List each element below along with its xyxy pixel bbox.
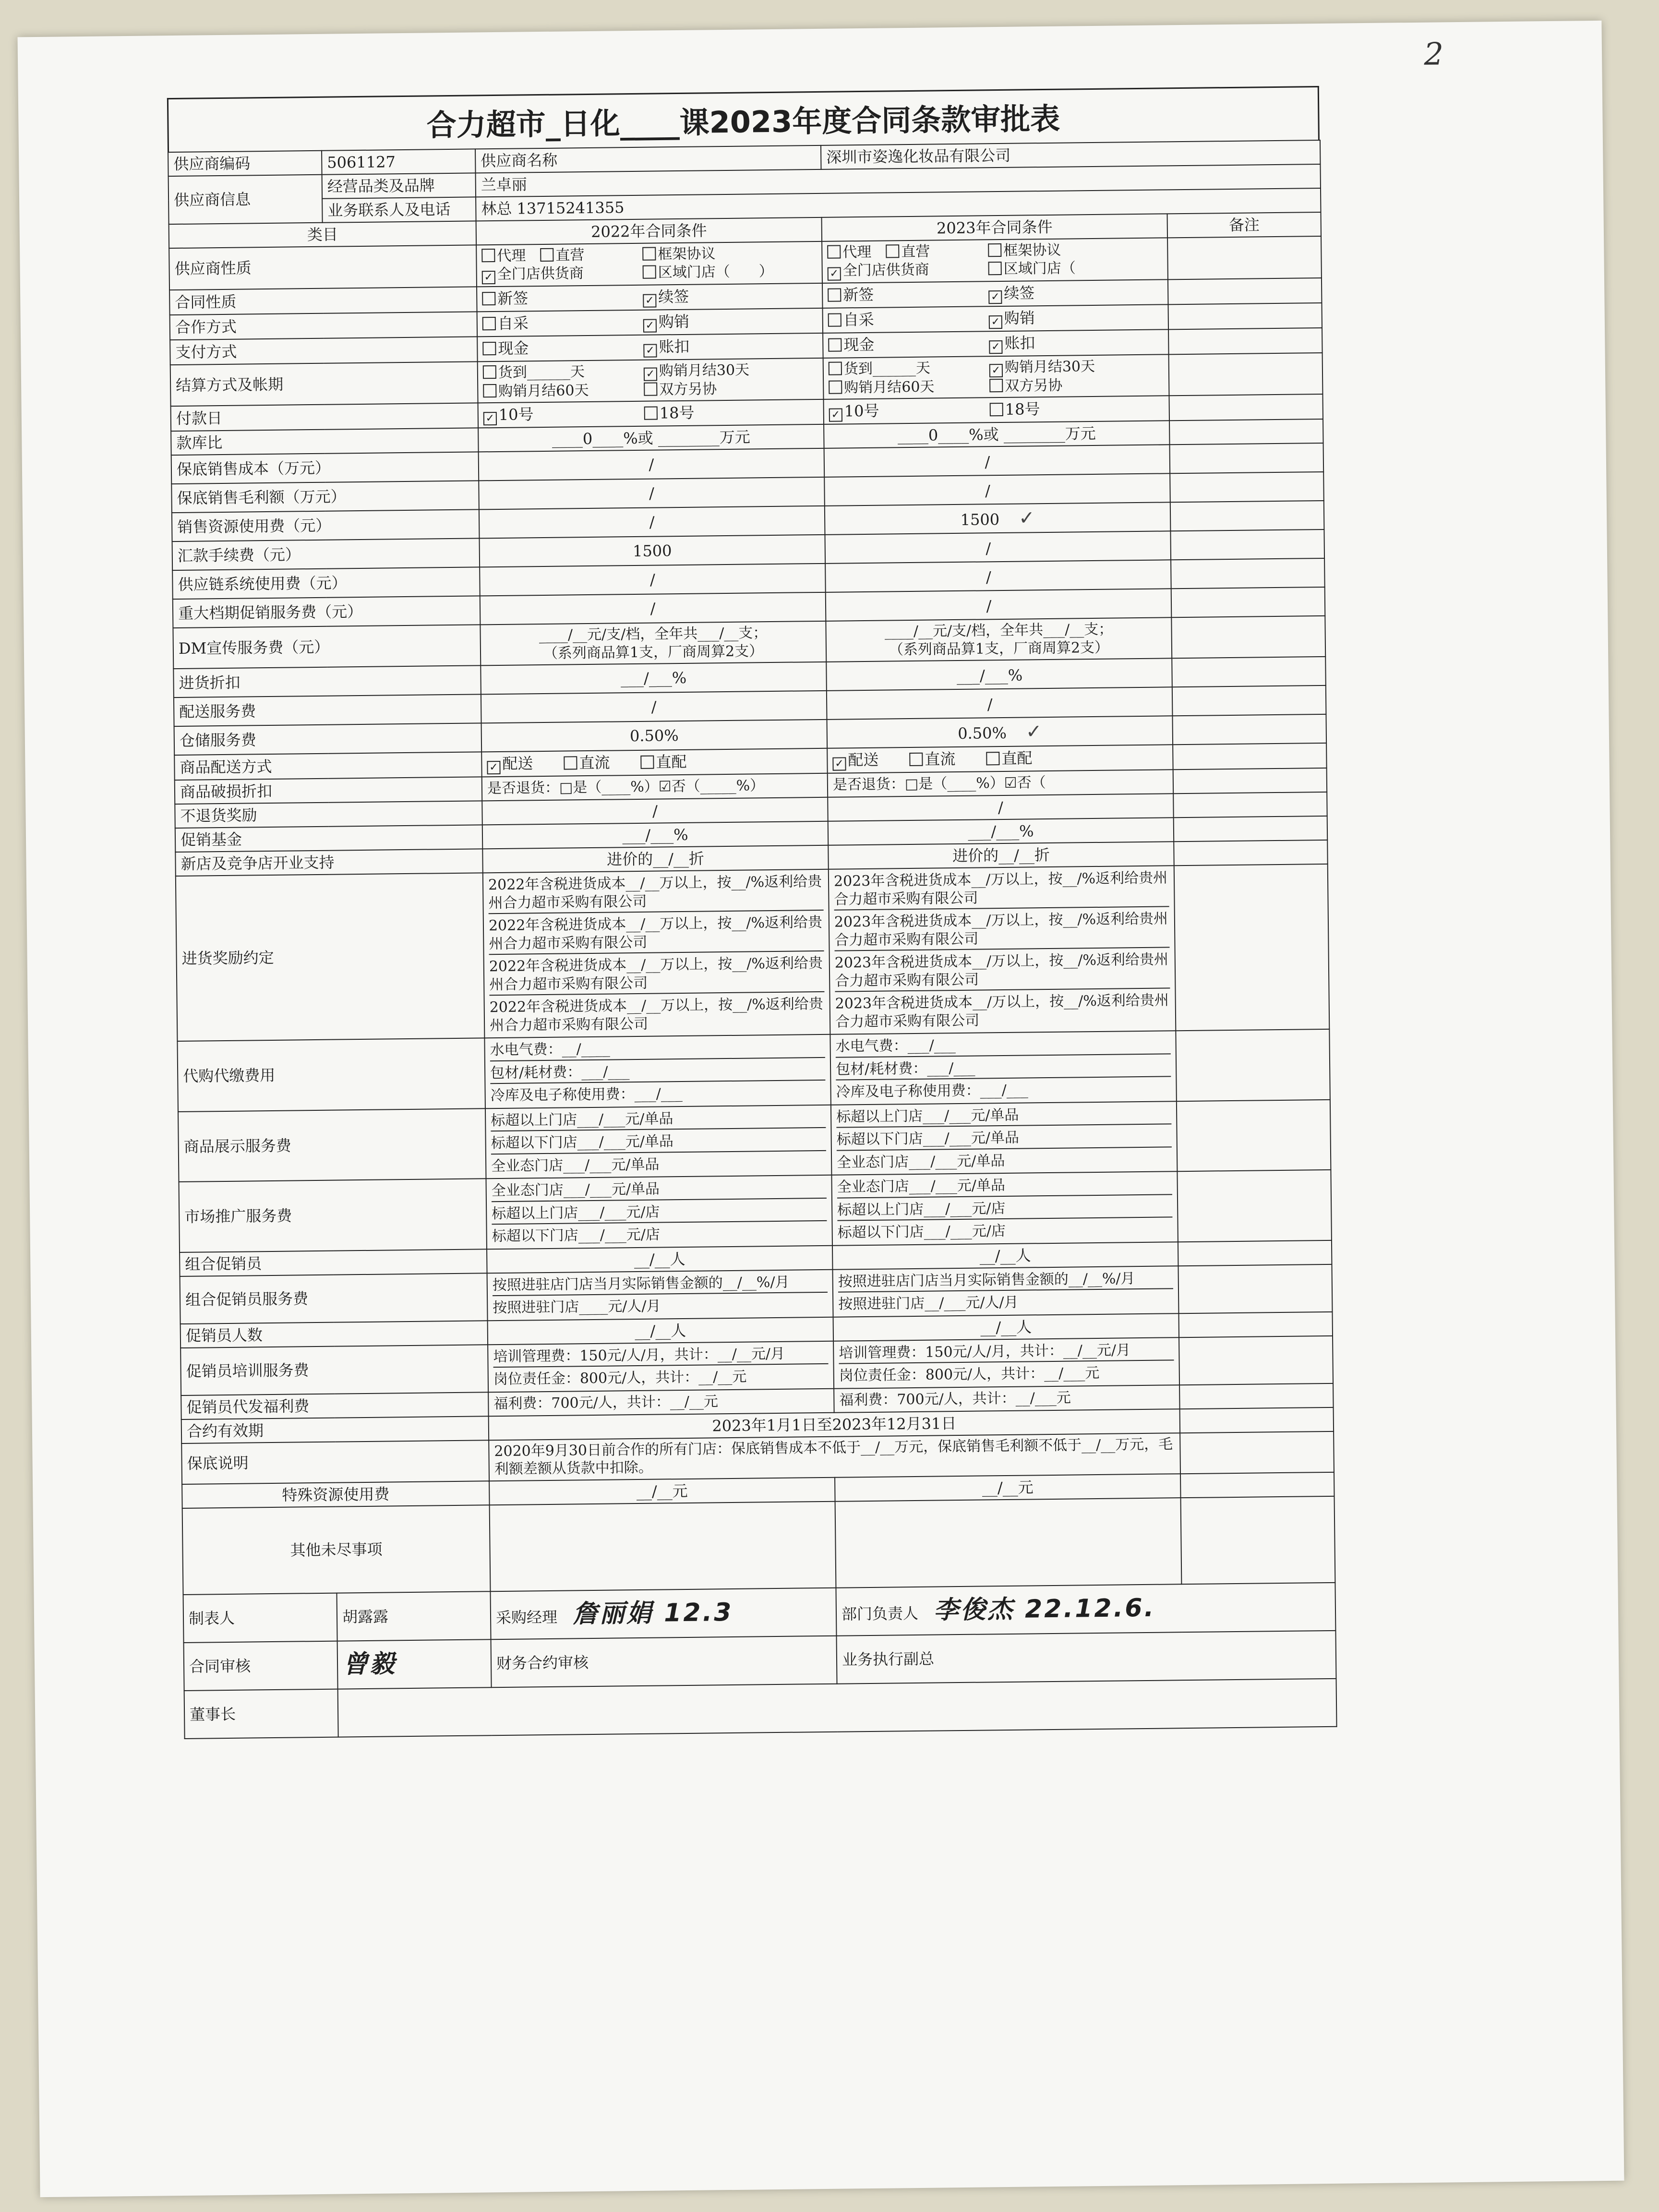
chair-label: 董事长 <box>184 1689 338 1738</box>
value-2023: / <box>824 445 1170 477</box>
payday-2022: ✓ 10号 18号 <box>478 399 824 428</box>
value-2022: __/__人 <box>487 1245 832 1273</box>
proxy-2023: 水电气费：___/___ 包材/耗材费：___/___ 冷库及电子称使用费：___/___ <box>830 1031 1176 1105</box>
review-signature: 曾毅 <box>337 1639 492 1689</box>
checkbox[interactable] <box>990 403 1003 416</box>
row-label-special: 特殊资源使用费 <box>182 1481 489 1508</box>
remark-cell <box>1179 1383 1334 1408</box>
value-2023: / <box>825 531 1171 564</box>
chair-value <box>338 1678 1337 1737</box>
value-2022: 进价的__/__折 <box>482 845 828 873</box>
value-2023: 福利费：700元/人，共计：__/___元 <box>834 1385 1179 1413</box>
checkbox[interactable] <box>828 338 842 351</box>
row-label-dm: DM宣传服务费（元） <box>173 625 481 669</box>
row-label-payday: 付款日 <box>171 403 479 431</box>
row-label: 重大档期促销服务费（元） <box>173 596 481 628</box>
approval-form <box>167 86 1336 1739</box>
row-label-promoter-fee: 组合促销员服务费 <box>180 1273 488 1324</box>
ratio-2023: ____0____%或 ________万元 <box>824 421 1169 448</box>
checkbox[interactable] <box>828 313 842 326</box>
row-label: 配送服务费 <box>174 694 481 726</box>
row-label: 销售资源使用费（元） <box>172 509 480 541</box>
value-2022: / <box>479 448 825 481</box>
remark-cell <box>1169 352 1323 396</box>
remark-cell <box>1178 1264 1332 1313</box>
remark-cell <box>1180 1431 1334 1473</box>
remark-cell <box>1170 472 1324 502</box>
dm-2022: ____/__元/支/档，全年共___/__支； （系列商品算1支，厂商周算2支） <box>480 621 826 666</box>
payment-2022: 现金✓ 账扣 <box>477 333 823 361</box>
remark-cell <box>1178 1240 1332 1265</box>
row-label: 促销员代发福利费 <box>181 1392 488 1419</box>
checkbox[interactable] <box>828 288 841 301</box>
remark-cell <box>1172 657 1326 687</box>
row-label-payment: 支付方式 <box>170 337 478 365</box>
check-mark: ✓ <box>1025 721 1042 743</box>
row-label-supplier-type: 供应商性质 <box>169 245 477 289</box>
value-2022: ___/___% <box>482 821 828 849</box>
promoter-fee-2022: 按照进驻店门店当月实际销售金额的__/__%/月 按照进驻门店____元/人/月 <box>487 1269 833 1321</box>
checkbox-checked[interactable] <box>989 363 1003 377</box>
checkbox-checked[interactable] <box>644 367 657 381</box>
checkbox[interactable] <box>644 382 657 396</box>
rebate-2022: 2022年含税进货成本__/__万以上，按__/%返利给贵州合力超市采购有限公司 2022年含税进货成本__/__万以上，按__/%返利给贵州合力超市采购有限公司 2022年含税进货成本__/__万以上，按__/%返利给贵州合力超市采购有限公司 2022年含税进货成本__/__万以上，按__/%返利给贵州合力超市采购有限公司 <box>483 869 830 1038</box>
value-2022: 1500 <box>480 535 826 567</box>
display-2022: 标超以上门店___/___元/单品 标超以下门店___/___元/单品 全业态门店___/___元/单品 <box>485 1105 831 1178</box>
delivery-2023: ✓ 配送 直流 直配 <box>827 745 1173 773</box>
value-2023: ___/___% <box>826 658 1172 691</box>
row-label-cooperation: 合作方式 <box>170 312 478 340</box>
checkbox-checked[interactable] <box>483 412 497 425</box>
remark-cell <box>1173 792 1327 817</box>
remark-cell <box>1167 236 1322 279</box>
approval-table <box>168 140 1337 1739</box>
settlement-2022: 货到______天✓ 购销月结30天 购销月结60天 双方另协 <box>478 358 824 403</box>
maker-label: 制表人 <box>183 1593 337 1642</box>
market-2022: 全业态门店___/___元/单品 标超以上门店___/___元/店 标超以下门店___/___元/店 <box>486 1175 832 1249</box>
payment-2023: 现金✓ 账扣 <box>823 329 1169 358</box>
row-label-settlement: 结算方式及帐期 <box>170 361 478 406</box>
value-2023: / <box>827 687 1173 720</box>
remark-cell <box>1168 277 1322 304</box>
checkbox-checked[interactable] <box>989 340 1002 353</box>
checkbox[interactable] <box>481 249 495 262</box>
remark-cell <box>1170 501 1324 531</box>
row-label: 汇款手续费（元） <box>172 538 480 570</box>
buyer-cell: 采购经理 詹丽娟 12.3 <box>490 1587 836 1639</box>
brand-value: 兰卓丽 <box>476 164 1321 197</box>
damage-2022: 是否退货：□是（____%）☑否（_____%） <box>482 773 828 801</box>
value-2023: / <box>824 473 1170 506</box>
contract-type-2022: 新签✓ 续签 <box>477 283 823 312</box>
remark-cell <box>1172 714 1326 745</box>
value-2022: / <box>480 592 826 625</box>
value-2022: / <box>479 477 825 510</box>
row-label: 不退货奖励 <box>175 801 482 828</box>
value-2023: __/__元 <box>835 1474 1180 1502</box>
remark-cell <box>1174 816 1328 842</box>
supplier-info-label: 供应商信息 <box>168 175 323 224</box>
value-2022: / <box>481 691 827 723</box>
contract-type-2023: 新签✓ 续签 <box>822 279 1168 308</box>
rebate-2023: 2023年含税进货成本__/万以上，按__/%返利给贵州合力超市采购有限公司 2023年含税进货成本__/万以上，按__/%返利给贵州合力超市采购有限公司 2023年含税进货成本__/万以上，按__/%返利给贵州合力超市采购有限公司 2023年含税进货成本__/万以上，按__/%返利给贵州合力超市采购有限公司 <box>829 866 1176 1034</box>
value-2023: / <box>828 793 1173 821</box>
header-category: 类目 <box>169 221 476 248</box>
checkbox-checked[interactable] <box>988 290 1002 303</box>
row-label-delivery: 商品配送方式 <box>174 752 482 780</box>
value-2023: / <box>825 560 1171 592</box>
row-label-display: 商品展示服务费 <box>178 1108 486 1182</box>
cooperation-2023: 自采✓ 购销 <box>823 304 1169 333</box>
buyer-signature: 詹丽娟 12.3 <box>572 1598 733 1629</box>
checkbox[interactable] <box>886 244 899 258</box>
display-2023: 标超以上门店___/___元/单品 标超以下门店___/___元/单品 全业态门店___/___元/单品 <box>831 1101 1177 1175</box>
row-label-market: 市场推广服务费 <box>179 1178 487 1252</box>
row-label: 供应链系统使用费（元） <box>172 567 480 599</box>
value-2023: __/__人 <box>832 1242 1178 1270</box>
row-label-damage: 商品破损折扣 <box>175 777 482 804</box>
remark-cell <box>1173 743 1327 769</box>
checkbox[interactable] <box>640 756 654 769</box>
check-mark: ✓ <box>1018 507 1035 529</box>
row-label-other: 其他未尽事项 <box>182 1505 491 1595</box>
checkbox[interactable] <box>988 243 1001 257</box>
supplier-type-2022: 代理 直营 框架协议 ✓全门店供货商 区域门店（ ） <box>476 241 822 287</box>
remark-cell <box>1171 558 1325 589</box>
header-remark: 备注 <box>1167 212 1322 238</box>
checkbox[interactable] <box>483 365 496 378</box>
remark-cell <box>1176 1029 1330 1101</box>
row-label: 促销员人数 <box>180 1321 488 1348</box>
remark-cell <box>1172 685 1326 716</box>
checkbox[interactable] <box>643 265 656 278</box>
dm-2023: ____/__元/支/档，全年共___/__支； （系列商品算1支，厂商周算2支） <box>826 617 1172 662</box>
checkbox-checked[interactable] <box>829 408 842 421</box>
header-2022: 2022年合同条件 <box>476 217 822 245</box>
contract-paper <box>18 21 1624 2197</box>
vp-label: 业务执行副总 <box>836 1630 1336 1683</box>
checkbox[interactable] <box>564 756 577 769</box>
row-label-training: 促销员培训服务费 <box>180 1345 488 1395</box>
checkbox[interactable] <box>827 245 841 258</box>
dept-signature: 李俊杰 22.12.6. <box>933 1593 1156 1625</box>
checkbox[interactable] <box>642 247 656 261</box>
other-2022 <box>490 1501 836 1591</box>
training-2023: 培训管理费：150元/人/月，共计：__/__元/月 岗位责任金：800元/人，共计：__/___元 <box>833 1337 1179 1389</box>
row-label-contract-type: 合同性质 <box>169 287 477 315</box>
supplier-name: 深圳市姿逸化妆品有限公司 <box>821 140 1320 169</box>
value-2022: / <box>482 797 828 825</box>
remark-cell <box>1174 840 1328 866</box>
checkbox[interactable] <box>909 753 923 766</box>
remark-cell <box>1179 1335 1333 1384</box>
checkbox[interactable] <box>482 292 495 305</box>
supplier-code: 5061127 <box>322 149 476 174</box>
training-2022: 培训管理费：150元/人/月，共计：__/__元/月 岗位责任金：800元/人，共计：__/__元 <box>488 1341 834 1392</box>
remark-cell <box>1171 616 1325 658</box>
value-2023: __/__人 <box>833 1313 1179 1341</box>
validity-value: 2023年1月1日至2023年12月31日 <box>489 1409 1180 1440</box>
checkbox-checked[interactable] <box>643 294 656 307</box>
value-2023: ___/___% <box>828 817 1174 845</box>
form-title: 合力超市_日化____课2023年度合同条款审批表 <box>167 86 1320 152</box>
market-2023: 全业态门店___/___元/单品 标超以上门店___/___元/店 标超以下门店___/___元/店 <box>831 1171 1178 1245</box>
checkbox[interactable] <box>829 380 842 394</box>
remark-cell <box>1168 302 1322 329</box>
row-label: 仓储服务费 <box>174 723 482 755</box>
checkbox-checked[interactable] <box>832 757 846 770</box>
maker-value: 胡露露 <box>337 1591 491 1641</box>
value-2022: __/__元 <box>489 1477 835 1505</box>
checkbox-checked[interactable] <box>643 319 657 332</box>
proxy-2022: 水电气费：__/____ 包材/耗材费：___/___ 冷库及电子称使用费：___/___ <box>484 1034 830 1108</box>
remark-cell <box>1169 394 1323 421</box>
checkbox[interactable] <box>644 406 658 420</box>
remark-cell <box>1180 1472 1334 1497</box>
value-2022: __/__人 <box>488 1317 833 1345</box>
payday-2023: ✓ 10号 18号 <box>824 396 1170 424</box>
remark-cell <box>1171 587 1325 617</box>
cooperation-2022: 自采✓ 购销 <box>477 308 823 337</box>
checkbox[interactable] <box>482 341 496 355</box>
remark-cell <box>1173 768 1327 793</box>
supplier-name-label: 供应商名称 <box>475 145 821 173</box>
checkbox[interactable] <box>988 261 1002 275</box>
value-2022: / <box>480 564 826 596</box>
checkbox-checked[interactable] <box>643 344 657 357</box>
delivery-2022: ✓ 配送 直流 直配 <box>481 748 828 777</box>
row-label: 保底销售成本（万元） <box>171 452 479 484</box>
checkbox-checked[interactable] <box>487 761 500 774</box>
checkbox[interactable] <box>989 378 1003 392</box>
row-label-proxy: 代购代缴费用 <box>177 1038 485 1111</box>
remark-cell <box>1174 864 1330 1031</box>
contact-value: 林总 13715241355 <box>476 188 1321 221</box>
row-label-validity: 合约有效期 <box>181 1416 489 1443</box>
supplier-type-2023: 代理 直营 框架协议 ✓全门店供货商 区域门店（ <box>822 238 1168 283</box>
value-2023: 进价的__/__折 <box>828 842 1174 869</box>
value-2022: / <box>479 506 825 539</box>
remark-cell <box>1170 529 1324 560</box>
remark-cell <box>1181 1496 1335 1584</box>
checkbox[interactable] <box>483 384 496 397</box>
row-label: 促销基金 <box>175 825 482 852</box>
row-label-rebate: 进货奖励约定 <box>176 873 485 1041</box>
value-2022: 0.50% <box>481 720 828 752</box>
ratio-2022: ____0____%或 ________万元 <box>478 424 824 452</box>
header-2023: 2023年合同条件 <box>822 214 1167 241</box>
remark-cell <box>1168 327 1322 354</box>
checkbox-checked[interactable] <box>989 315 1002 328</box>
row-label: 保底销售毛利额（万元） <box>171 481 479 513</box>
remark-cell <box>1177 1099 1331 1171</box>
value-2022: ___/___% <box>481 662 827 695</box>
damage-2023: 是否退货：□是（____%）☑否（ <box>828 769 1173 797</box>
promoter-fee-2023: 按照进驻店门店当月实际销售金额的__/__%/月 按照进驻门店__/___元/人/月 <box>833 1266 1179 1317</box>
brand-label: 经营品类及品牌 <box>322 173 476 198</box>
page-mark: 2 <box>1423 36 1444 72</box>
row-label-guarantee: 保底说明 <box>181 1440 489 1484</box>
finance-label: 财务合约审核 <box>491 1635 837 1687</box>
remark-cell <box>1178 1311 1333 1337</box>
value-2023: 1500 ✓ <box>825 502 1171 535</box>
remark-cell <box>1177 1170 1332 1242</box>
contact-label: 业务联系人及电话 <box>322 197 476 222</box>
remark-cell <box>1180 1407 1334 1432</box>
row-label-ratio: 款库比 <box>171 428 478 455</box>
review-label: 合同审核 <box>184 1641 338 1690</box>
checkbox[interactable] <box>540 248 553 262</box>
row-label: 新店及竞争店开业支持 <box>175 849 482 876</box>
value-2022: 福利费：700元/人，共计：__/__元 <box>488 1388 834 1416</box>
checkbox[interactable] <box>986 752 999 765</box>
row-label: 进货折扣 <box>173 665 481 697</box>
settlement-2023: 货到______天✓ 购销月结30天 购销月结60天 双方另协 <box>823 354 1169 399</box>
remark-cell <box>1169 419 1323 445</box>
value-2023: / <box>826 589 1172 621</box>
checkbox[interactable] <box>829 361 842 375</box>
other-2023 <box>835 1498 1182 1588</box>
row-label: 组合促销员 <box>180 1249 487 1276</box>
checkbox[interactable] <box>482 317 496 330</box>
checkbox-checked[interactable] <box>482 271 495 284</box>
value-2023: 0.50% ✓ <box>827 716 1173 748</box>
supplier-code-label: 供应商编码 <box>168 151 322 176</box>
dept-cell: 部门负责人 李俊杰 22.12.6. <box>836 1582 1335 1635</box>
remark-cell <box>1170 443 1324 473</box>
guarantee-value: 2020年9月30日前合作的所有门店：保底销售成本不低于__/__万元，保底销售毛利额不低于__/__万元，毛利额差额从货款中扣除。 <box>489 1433 1180 1481</box>
checkbox-checked[interactable] <box>828 267 841 280</box>
